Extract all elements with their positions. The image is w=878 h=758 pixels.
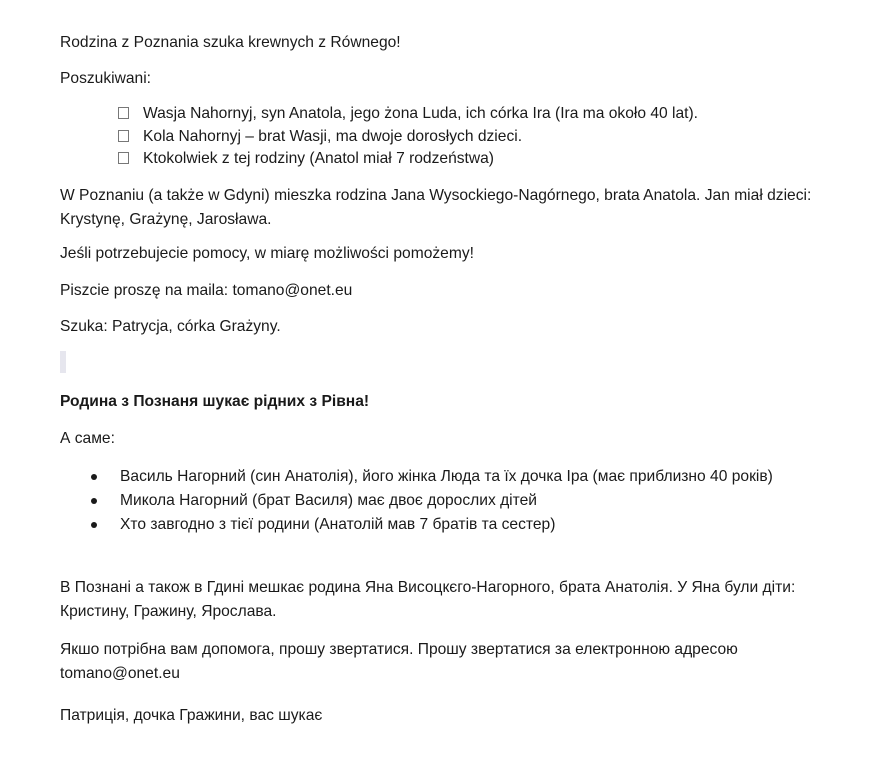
list-item: Wasja Nahornyj, syn Anatola, jego żona Luda, ich córka Ira (Ira ma około 40 lat). xyxy=(118,103,698,125)
list-item: Хто завгодно з тієї родини (Анатолій мав 7 братів та сестер) xyxy=(88,513,808,537)
list-item: Kola Nahornyj – brat Wasji, ma dwoje dorosłych dzieci. xyxy=(118,126,698,148)
ukrainian-help-offer: Якшо потрібна вам допомога, прошу звертатися. Прошу звертатися за електронною адресою tomano@onet.eu xyxy=(60,641,738,682)
ukrainian-wanted-label: А саме: xyxy=(60,430,115,447)
empty-paragraph-marker[interactable] xyxy=(60,351,66,373)
bullet-icon xyxy=(91,474,97,480)
checkbox-bullet-icon xyxy=(118,130,129,142)
ukrainian-searcher: Патриція, дочка Гражини, вас шукає xyxy=(60,707,323,724)
checkbox-bullet-icon xyxy=(118,152,129,164)
polish-wanted-list xyxy=(118,103,698,171)
polish-contact: Piszcie proszę na maila: tomano@onet.eu xyxy=(60,282,353,299)
polish-help-offer: Jeśli potrzebujecie pomocy, w miarę możliwości pomożemy! xyxy=(60,245,474,262)
polish-family-info: W Poznaniu (a także w Gdyni) mieszka rodzina Jana Wysockiego-Nagórnego, brata Anatola. Jan miał dzieci: Krystynę, Grażynę, Jarosława. xyxy=(60,187,812,228)
ukrainian-wanted-list xyxy=(88,465,808,537)
polish-searcher: Szuka: Patrycja, córka Grażyny. xyxy=(60,318,281,335)
checkbox-bullet-icon xyxy=(118,107,129,119)
list-item: Ktokolwiek z tej rodziny (Anatol miał 7 rodzeństwa) xyxy=(118,148,698,170)
list-item: Василь Нагорний (син Анатолія), його жінка Люда та їх дочка Іра (має приблизно 40 років) xyxy=(88,465,808,489)
bullet-icon xyxy=(91,498,97,504)
ukrainian-headline: Родина з Познаня шукає рідних з Рівна! xyxy=(60,393,370,410)
ukrainian-family-info: В Познані а також в Гдині мешкає родина Яна Висоцкєго-Нагорного, брата Анатолія. У Яна були діти: Кристину, Гражину, Ярослава. xyxy=(60,579,796,620)
list-item: Микола Нагорний (брат Василя) має двоє дорослих дітей xyxy=(88,489,808,513)
bullet-icon xyxy=(91,522,97,528)
polish-headline: Rodzina z Poznania szuka krewnych z Równego! xyxy=(60,34,401,51)
polish-wanted-label: Poszukiwani: xyxy=(60,70,152,87)
